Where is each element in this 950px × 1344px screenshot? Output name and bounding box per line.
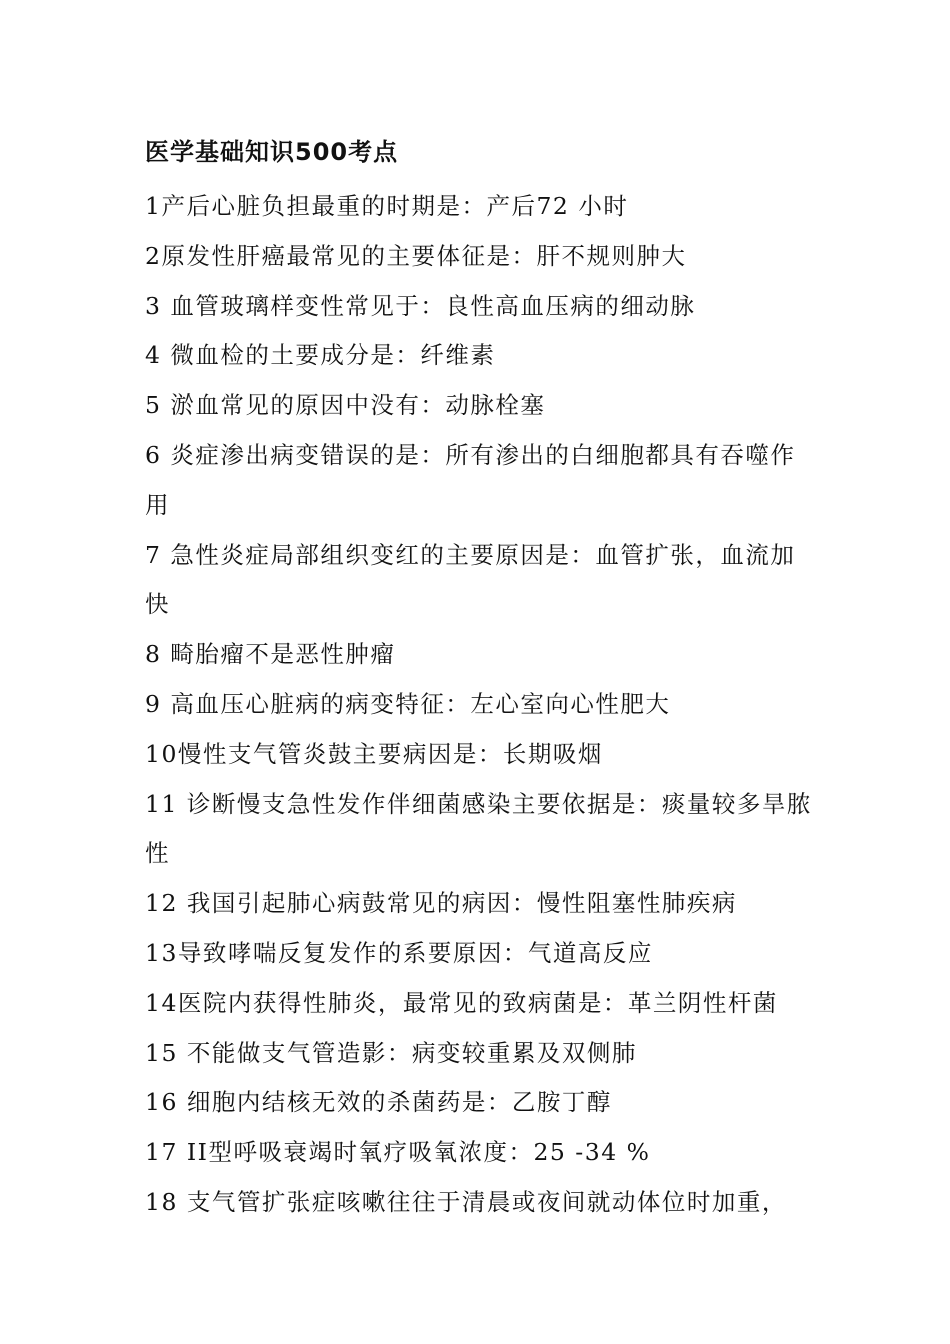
knowledge-point-11: 11 诊断慢支急性发作伴细菌感染主要依据是：痰量较多旱脓性: [145, 789, 812, 868]
knowledge-point-17: 17 II型呼吸衰竭时氧疗吸氧浓度：25 -34 %: [145, 1138, 651, 1167]
knowledge-point-5: 5 淤血常见的原因中没有：动脉栓塞: [145, 391, 546, 420]
knowledge-point-13: 13导致哮喘反复发作的系要原因：气道高反应: [145, 938, 653, 967]
knowledge-point-12: 12 我国引起肺心病鼓常见的病因：慢性阻塞性肺疾病: [145, 889, 737, 918]
document-title: 医学基础知识500考点: [145, 138, 399, 166]
knowledge-point-6: 6 炎症渗出病变错误的是：所有渗出的白细胞都具有吞噬作用: [145, 440, 796, 519]
document-content: [145, 132, 815, 1228]
knowledge-point-10: 10慢性支气管炎鼓主要病因是：长期吸烟: [145, 739, 603, 768]
knowledge-point-1: 1产后心脏负担最重的时期是：产后72 小时: [145, 192, 629, 220]
knowledge-point-8: 8 畸胎瘤不是恶性肿瘤: [145, 640, 396, 669]
knowledge-point-7: 7 急性炎症局部组织变红的主要原因是：血管扩张，血流加快: [145, 540, 796, 619]
knowledge-point-3: 3 血管玻璃样变性常见于：良性高血压病的细动脉: [145, 291, 696, 320]
knowledge-point-14: 14医院内获得性肺炎，最常见的致病菌是：革兰阴性杆菌: [145, 988, 778, 1017]
knowledge-point-4: 4 微血检的土要成分是：纤维素: [145, 341, 496, 370]
knowledge-point-18: 18 支气管扩张症咳嗽往往于清晨或夜间就动体位时加重，: [145, 1187, 787, 1216]
knowledge-point-2: 2原发性肝癌最常见的主要体征是：肝不规则肿大: [145, 241, 687, 270]
knowledge-point-list: [145, 182, 815, 1228]
knowledge-point-9: 9 高血压心脏病的病变特征：左心室向心性肥大: [145, 689, 671, 718]
knowledge-point-15: 15 不能做支气管造影：病变较重累及双侧肺: [145, 1038, 637, 1067]
knowledge-point-16: 16 细胞内结核无效的杀菌药是：乙胺丁醇: [145, 1088, 612, 1117]
